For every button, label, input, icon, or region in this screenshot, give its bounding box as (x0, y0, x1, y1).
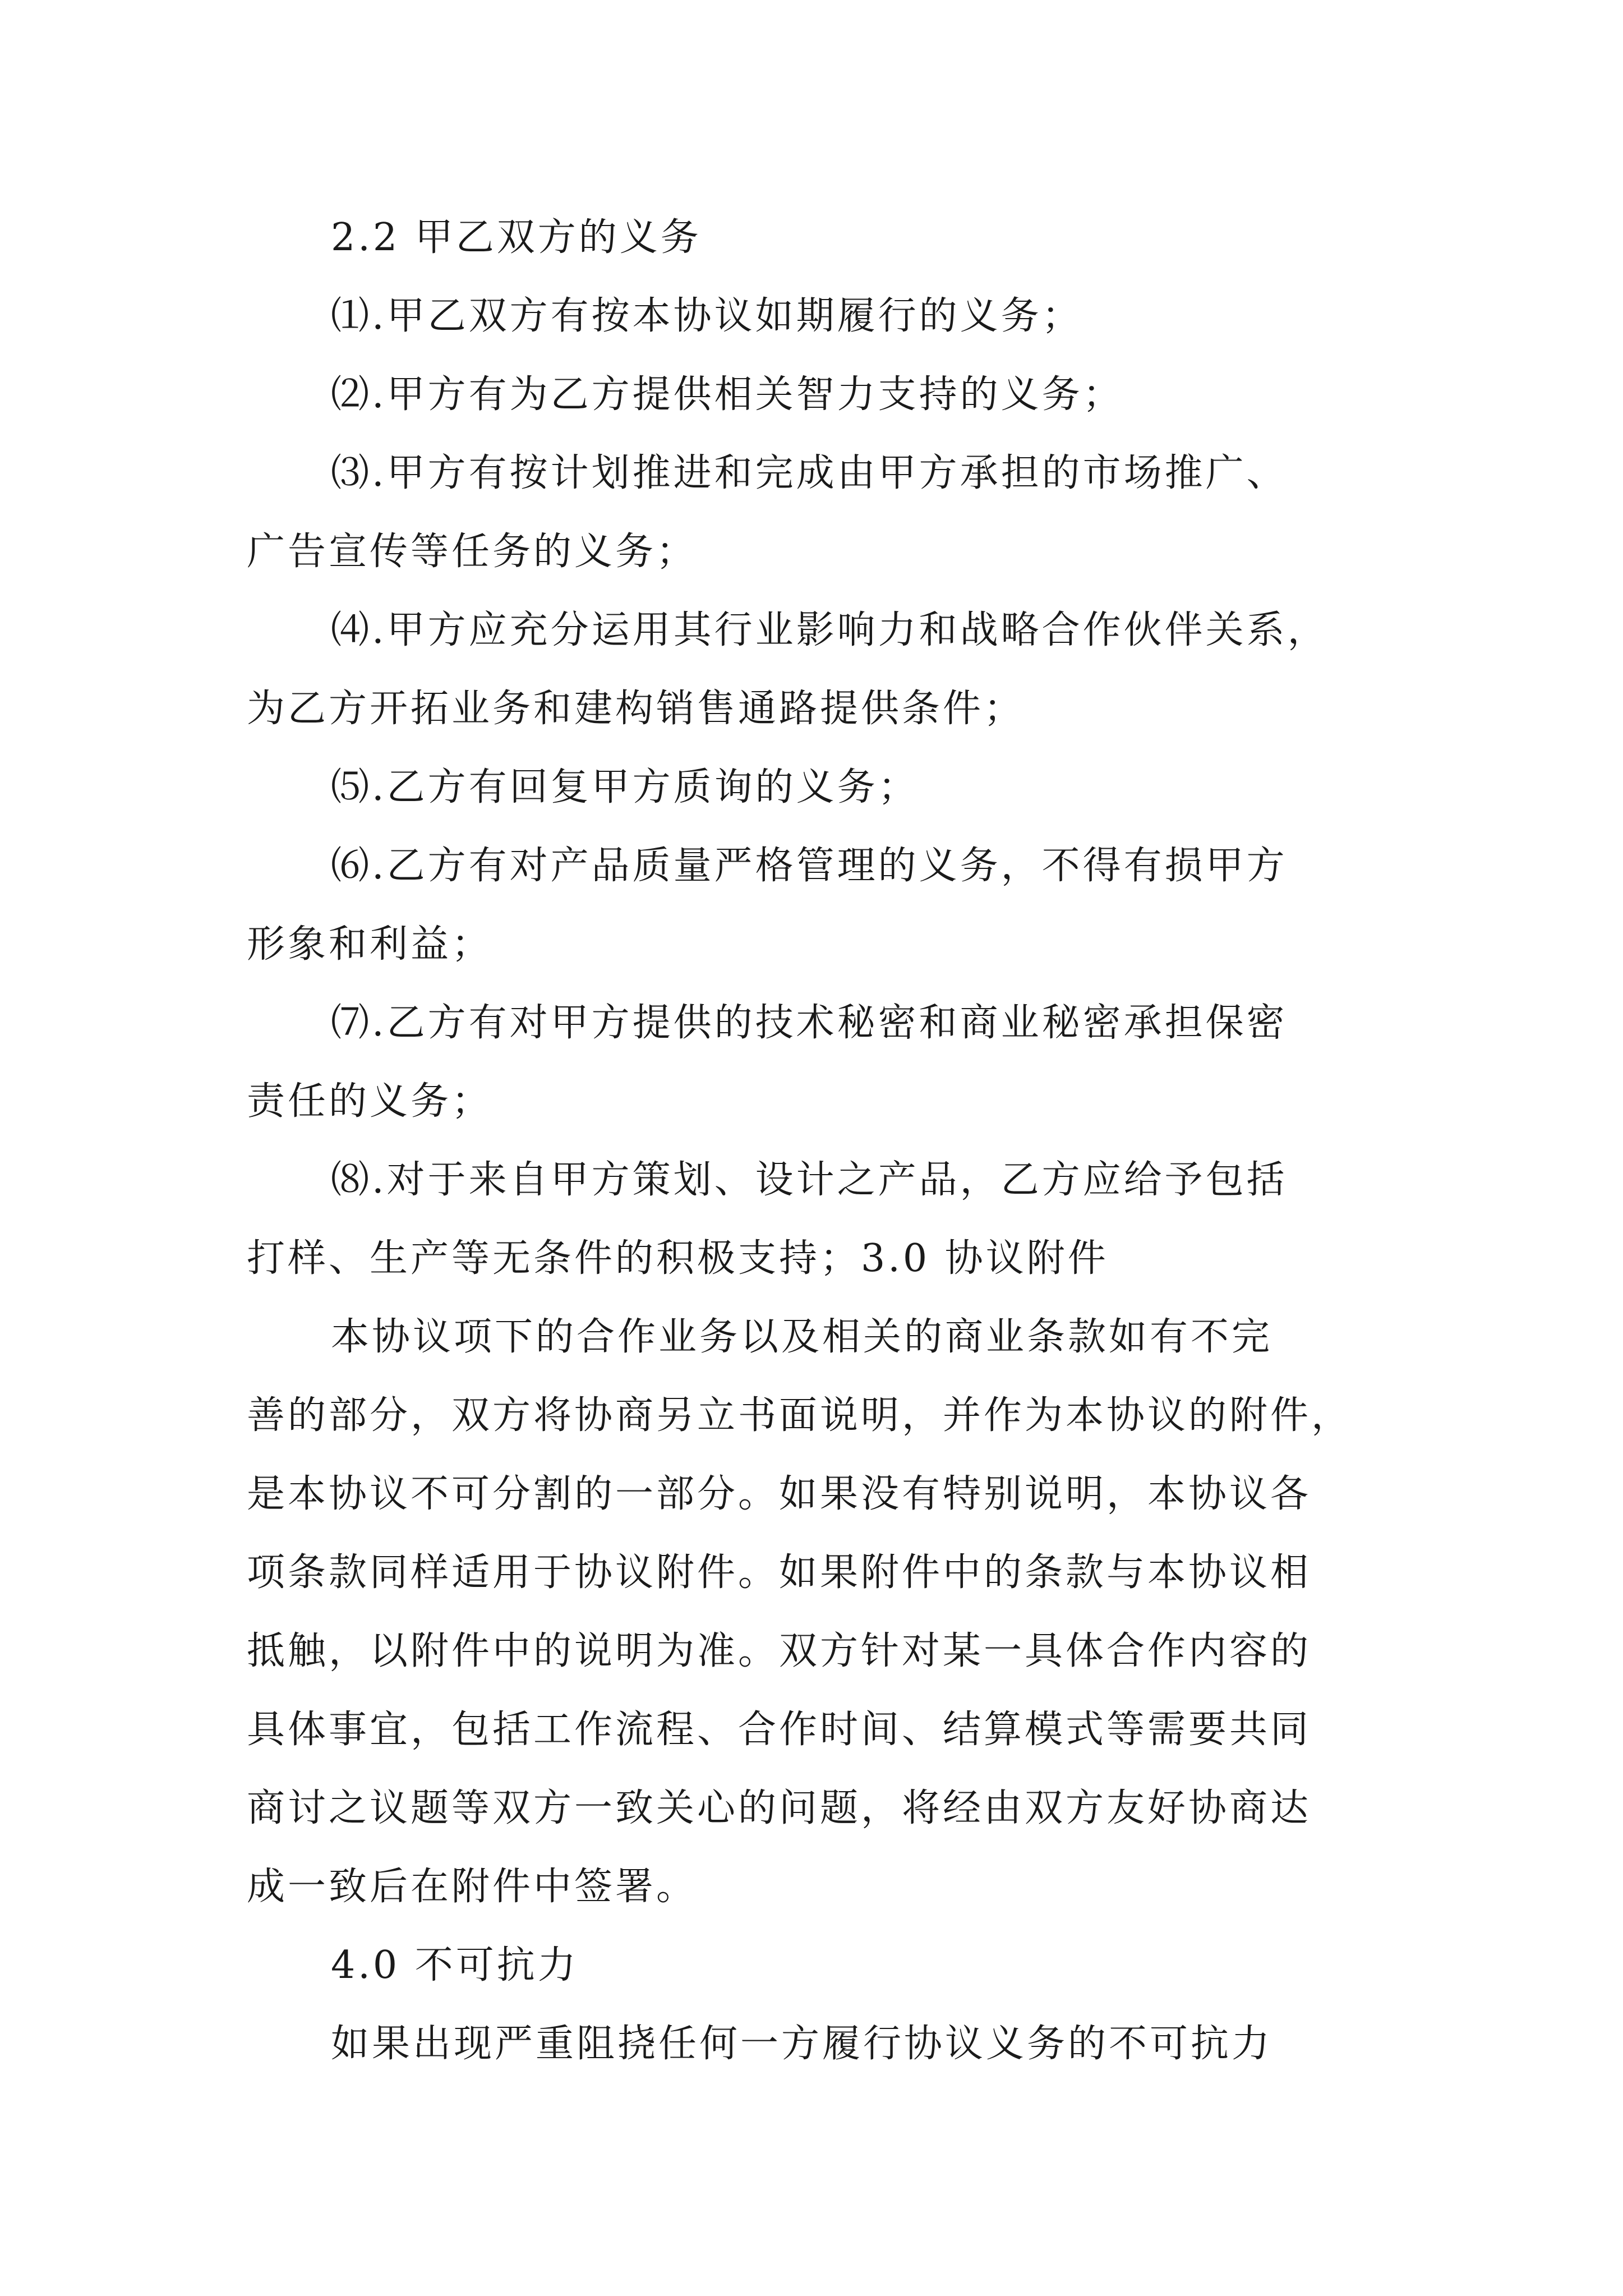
clause-4-line-2: 为乙方开拓业务和建构销售通路提供条件； (247, 687, 1025, 731)
attachment-paragraph-line-4: 项条款同样适用于协议附件。如果附件中的条款与本协议相 (247, 1550, 1312, 1595)
clause-4-line-1: ⑷.甲方应充分运用其行业影响力和战略合作伙伴关系， (331, 608, 1329, 652)
document-body (247, 199, 1391, 2083)
clause-2: ⑵.甲方有为乙方提供相关智力支持的义务； (331, 372, 1124, 417)
attachment-paragraph-line-6: 具体事宜，包括工作流程、合作时间、结算模式等需要共同 (247, 1708, 1312, 1752)
clause-7-line-2: 责任的义务； (247, 1079, 493, 1124)
clause-5: ⑸.乙方有回复甲方质询的义务； (331, 765, 919, 809)
clause-3-line-1: ⑶.甲方有按计划推进和完成由甲方承担的市场推广、 (331, 451, 1288, 495)
force-majeure-paragraph-line-1: 如果出现严重阻挠任何一方履行协议义务的不可抗力 (331, 2022, 1273, 2066)
attachment-paragraph-line-5: 抵触，以附件中的说明为准。双方针对某一具体合作内容的 (247, 1629, 1312, 1673)
section-heading-obligations: 2.2 甲乙双方的义务 (331, 215, 702, 260)
clause-8-line-1: ⑻.对于来自甲方策划、设计之产品，乙方应给予包括 (331, 1158, 1288, 1202)
clause-8-line-2: 打样、生产等无条件的积极支持；3.0 协议附件 (247, 1236, 1109, 1281)
attachment-paragraph-line-8: 成一致后在附件中签署。 (247, 1865, 698, 1909)
clause-7-line-1: ⑺.乙方有对甲方提供的技术秘密和商业秘密承担保密 (331, 1001, 1288, 1045)
attachment-paragraph-line-2: 善的部分，双方将协商另立书面说明，并作为本协议的附件， (247, 1393, 1353, 1438)
clause-6-line-1: ⑹.乙方有对产品质量严格管理的义务，不得有损甲方 (331, 844, 1288, 888)
clause-6-line-2: 形象和利益； (247, 922, 493, 967)
attachment-paragraph-line-3: 是本协议不可分割的一部分。如果没有特别说明，本协议各 (247, 1472, 1312, 1516)
attachment-paragraph-line-1: 本协议项下的合作业务以及相关的商业条款如有不完 (331, 1315, 1273, 1359)
clause-1: ⑴.甲乙双方有按本协议如期履行的义务； (331, 294, 1083, 338)
attachment-paragraph-line-7: 商讨之议题等双方一致关心的问题，将经由双方友好协商达 (247, 1786, 1312, 1830)
section-heading-force-majeure: 4.0 不可抗力 (331, 1943, 579, 1987)
clause-3-line-2: 广告宣传等任务的义务； (247, 530, 698, 574)
